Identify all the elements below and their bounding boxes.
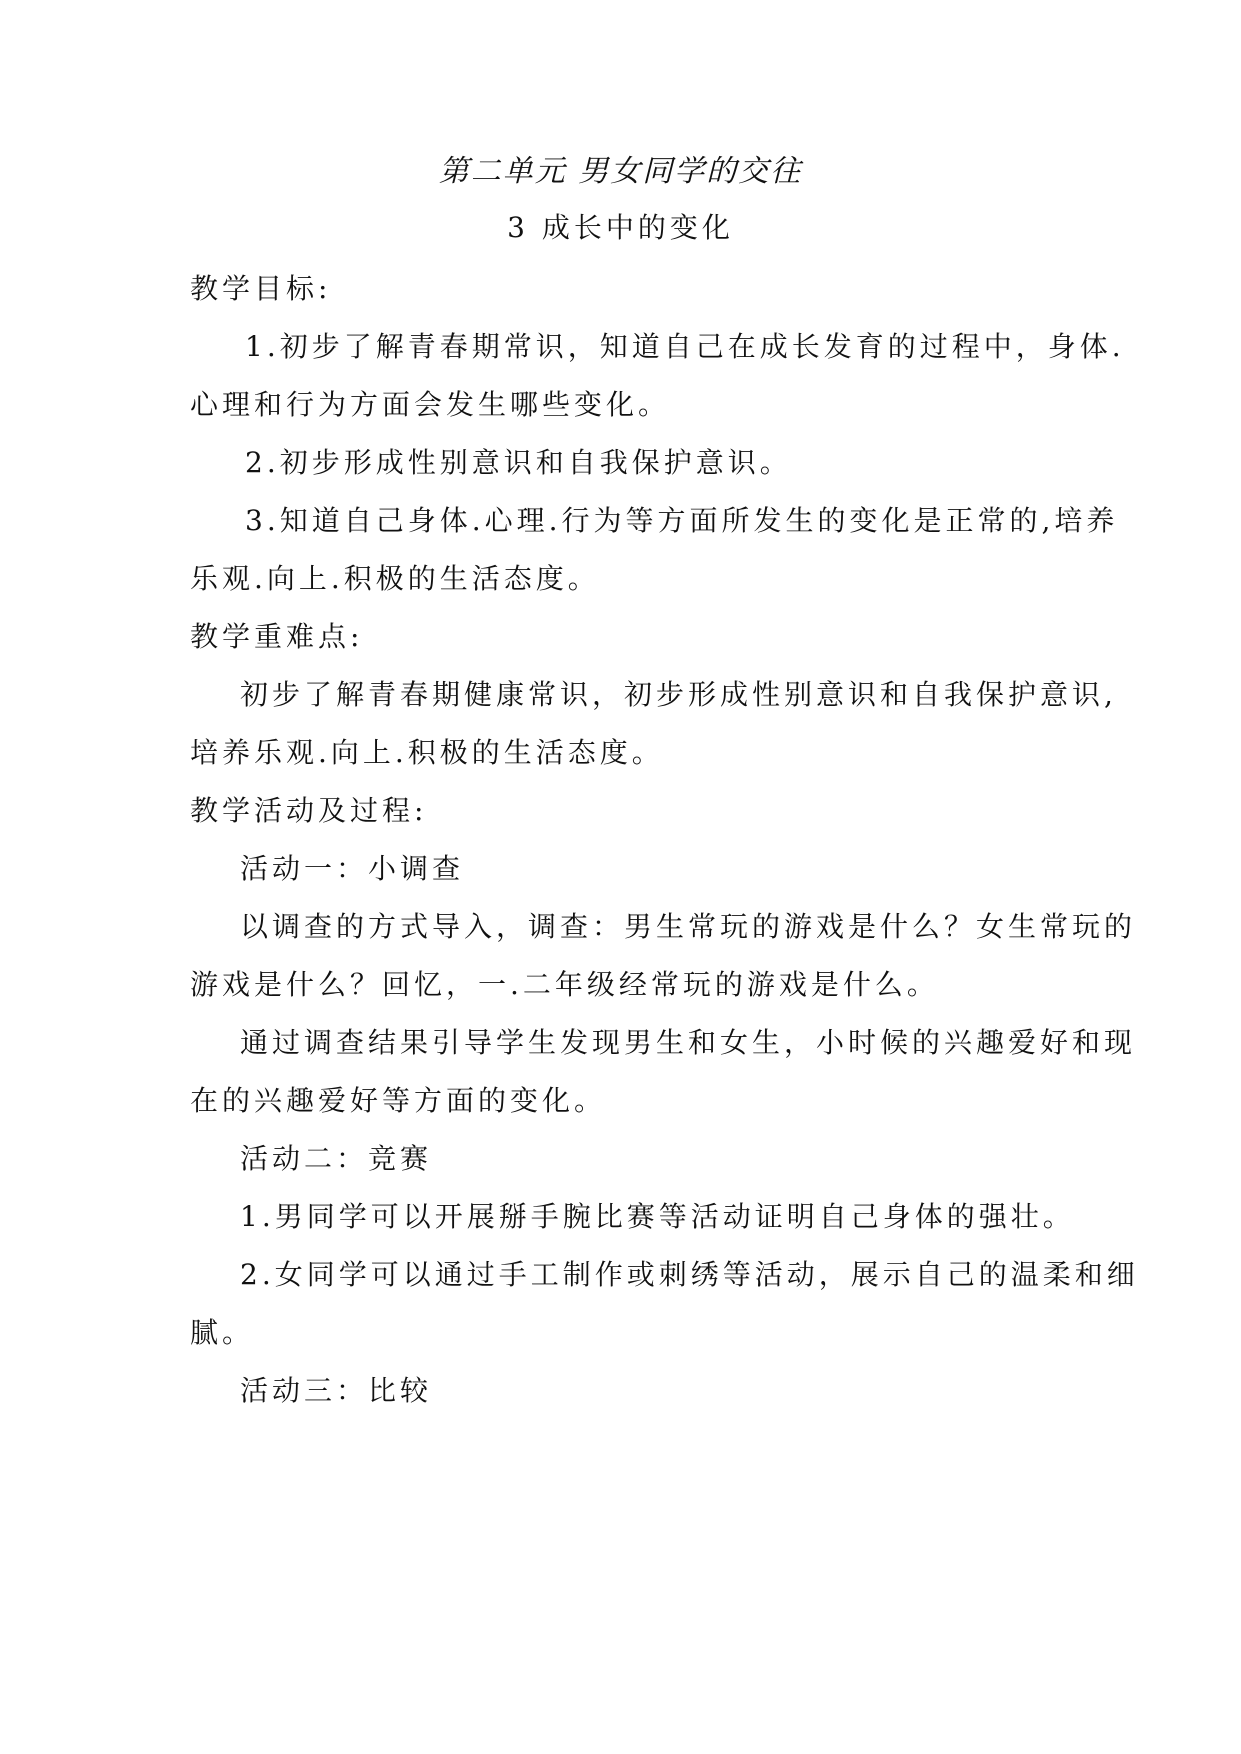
document-title: 第二单元 男女同学的交往 (438, 154, 803, 189)
activity-1-title: 活动一：小调查 (240, 852, 465, 885)
activity-2-item-1: 1.男同学可以开展掰手腕比赛等活动证明自己身体的强壮。 (240, 1200, 1075, 1233)
goal-1-line-2: 心理和行为方面会发生哪些变化。 (190, 388, 671, 421)
key-points-line-1: 初步了解青春期健康常识，初步形成性别意识和自我保护意识, (240, 678, 1117, 711)
activity-1-para-1-line-1: 以调查的方式导入，调查：男生常玩的游戏是什么？女生常玩的 (240, 910, 1137, 943)
goal-1-line-1: 1.初步了解青春期常识，知道自己在成长发育的过程中，身体. (245, 330, 1125, 363)
goal-2: 2.初步形成性别意识和自我保护意识。 (245, 446, 792, 479)
activity-2-title: 活动二：竞赛 (240, 1142, 433, 1175)
goal-3-line-1: 3.知道自己身体.心理.行为等方面所发生的变化是正常的,培养 (245, 504, 1119, 537)
goals-heading: 教学目标: (190, 272, 332, 305)
activity-1-para-2-line-2: 在的兴趣爱好等方面的变化。 (190, 1084, 607, 1117)
process-heading: 教学活动及过程: (190, 794, 428, 827)
activity-1-para-1-line-2: 游戏是什么？回忆，一.二年级经常玩的游戏是什么。 (190, 968, 939, 1001)
activity-2-item-2-line-1: 2.女同学可以通过手工制作或刺绣等活动，展示自己的温柔和细 (240, 1258, 1139, 1291)
activity-2-item-2-line-2: 腻。 (190, 1316, 255, 1349)
activity-1-para-2-line-1: 通过调查结果引导学生发现男生和女生，小时候的兴趣爱好和现 (240, 1026, 1137, 1059)
key-points-heading: 教学重难点: (190, 620, 364, 653)
lesson-title: 3 成长中的变化 (507, 211, 734, 244)
activity-3-title: 活动三：比较 (240, 1374, 433, 1407)
goal-3-line-2: 乐观.向上.积极的生活态度。 (190, 562, 600, 595)
key-points-line-2: 培养乐观.向上.积极的生活态度。 (190, 736, 664, 769)
